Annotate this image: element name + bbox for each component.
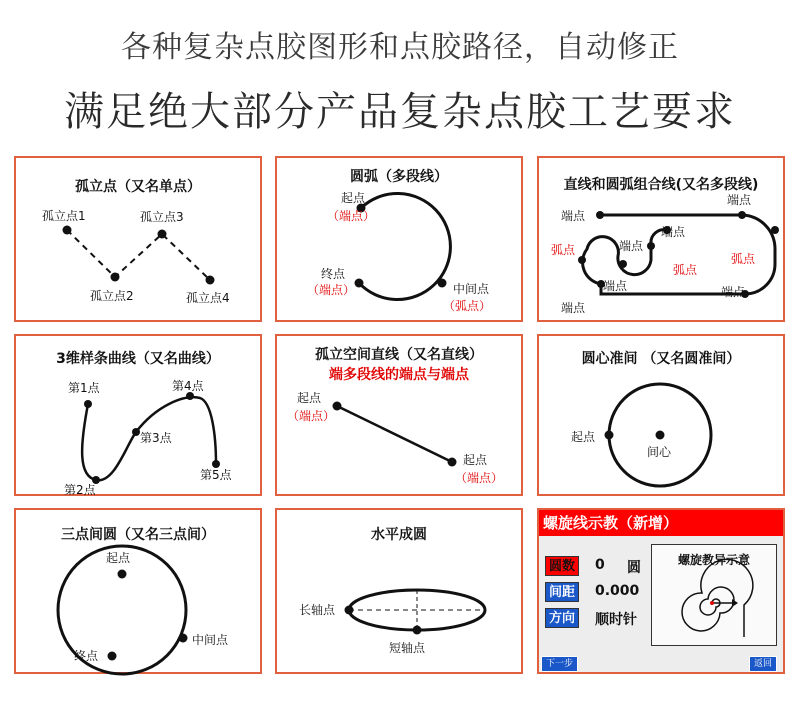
header-line-2: 满足绝大部分产品复杂点胶工艺要求 [64, 89, 736, 135]
line-label: （端点） [287, 409, 336, 423]
panel-arc [275, 156, 523, 322]
panel-title: 圆弧（多段线） [350, 169, 448, 185]
poly-label: 端点 [619, 239, 644, 253]
poly-label: 弧点 [551, 243, 576, 257]
point-marker [111, 273, 120, 282]
arc-label: （弧点） [443, 299, 492, 313]
circle-label: 起点 [571, 430, 596, 444]
pitch-value[interactable]: 0.000 [595, 583, 640, 599]
panel-center-circle [537, 334, 785, 496]
point-marker [63, 226, 72, 235]
line-label: 起点 [297, 391, 322, 405]
ellipse-label: 长轴点 [299, 603, 336, 617]
panel-title: 水平成圆 [371, 527, 427, 543]
panel-spiral-teach [537, 508, 785, 674]
spline-label: 第4点 [172, 379, 204, 393]
tag-direction: 方向 [545, 608, 579, 628]
poly-label: 端点 [661, 225, 686, 239]
point-label: 孤立点3 [140, 210, 184, 224]
center-circle-diagram [539, 336, 787, 498]
poly-label: 弧点 [731, 252, 756, 266]
point-label: 孤立点2 [90, 289, 134, 303]
poly-label: 端点 [727, 193, 752, 207]
panel-polyline [537, 156, 785, 322]
ellipse-label: 短轴点 [389, 641, 426, 655]
tp-label: 终点 [74, 649, 99, 663]
tag-circle-count: 圆数 [545, 556, 579, 576]
ellipse-diagram [277, 510, 525, 676]
panel-title: 直线和圆弧组合线(又名多段线) [563, 177, 759, 193]
arc-label: 终点 [321, 267, 346, 281]
arc-label: （端点） [307, 283, 356, 297]
poly-label: 端点 [561, 301, 586, 315]
direction-value[interactable]: 顺时针 [595, 612, 637, 628]
panel-spline [14, 334, 262, 496]
arc-label: 起点 [341, 191, 366, 205]
tp-label: 中间点 [192, 633, 229, 647]
next-step-button[interactable]: 下一步 [541, 656, 578, 672]
panel-line [275, 334, 523, 496]
panel-title: 孤立点（又名单点） [75, 179, 201, 195]
spiral-diagram-box [651, 544, 777, 646]
isolated-point-diagram [16, 158, 264, 324]
panel-subtitle: 端多段线的端点与端点 [329, 367, 469, 383]
header-line-1: 各种复杂点胶图形和点胶路径，自动修正 [121, 30, 679, 65]
back-button[interactable]: 返回 [749, 656, 777, 672]
three-point-circle-diagram [16, 510, 264, 676]
panel-three-point-circle [14, 508, 262, 674]
spline-diagram [16, 336, 264, 498]
spline-label: 第5点 [200, 468, 232, 482]
spiral-title-bar: 螺旋线示教（新增） [539, 510, 783, 536]
point-label: 孤立点1 [42, 209, 86, 223]
spiral-diagram [652, 545, 776, 645]
polyline-diagram [539, 158, 787, 324]
arc-label: 中间点 [453, 282, 490, 296]
poly-label: 端点 [561, 209, 586, 223]
spline-label: 第3点 [140, 431, 172, 445]
panel-title: 3维样条曲线（又名曲线） [56, 351, 220, 367]
circle-label: 间心 [647, 445, 672, 459]
spline-label: 第2点 [64, 483, 96, 497]
tp-label: 起点 [106, 551, 131, 565]
spiral-diagram-title: 螺旋教异示意 [677, 553, 750, 567]
point-label: 孤立点4 [186, 291, 230, 305]
panel-title: 三点间圆（又名三点间） [61, 527, 215, 543]
panel-ellipse [275, 508, 523, 674]
tag-pitch: 间距 [545, 582, 579, 602]
circle-count-value[interactable]: 0 [595, 557, 605, 573]
point-marker [206, 276, 215, 285]
panel-isolated-point [14, 156, 262, 322]
line-label: （端点） [455, 471, 504, 485]
poly-label: 弧点 [673, 263, 698, 277]
circle-count-unit: 圆 [627, 560, 641, 576]
line-diagram [277, 336, 525, 498]
poly-label: 端点 [721, 285, 746, 299]
arc-label: （端点） [327, 209, 376, 223]
panel-title: 孤立空间直线（又名直线） [315, 347, 483, 363]
spline-label: 第1点 [68, 381, 100, 395]
arc-diagram [277, 158, 525, 324]
line-label: 起点 [463, 453, 488, 467]
panel-title: 圆心准间 （又名圆准间） [581, 351, 741, 367]
poly-label: 端点 [603, 279, 628, 293]
point-marker [158, 230, 167, 239]
